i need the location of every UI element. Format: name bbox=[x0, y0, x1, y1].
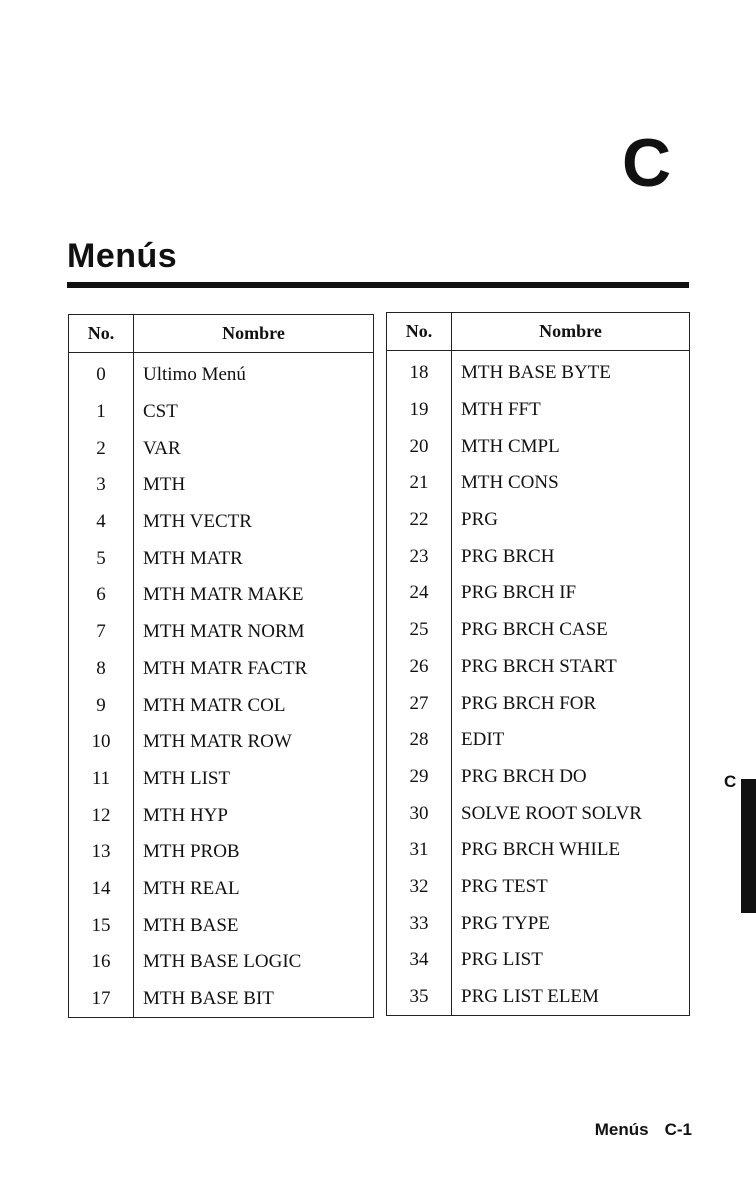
menu-name: PRG bbox=[461, 509, 498, 531]
menu-number: 27 bbox=[387, 685, 452, 722]
chapter-letter: C bbox=[622, 125, 672, 201]
menu-number: 26 bbox=[387, 649, 452, 686]
menu-name: PRG BRCH IF bbox=[461, 582, 577, 604]
table-row bbox=[387, 905, 690, 942]
menu-name: MTH BASE bbox=[143, 914, 239, 936]
menu-name: CST bbox=[143, 401, 178, 423]
menu-number: 18 bbox=[387, 351, 452, 392]
table-row bbox=[69, 504, 374, 541]
menu-number: 8 bbox=[69, 651, 134, 688]
table-row bbox=[69, 724, 374, 761]
table-row bbox=[69, 651, 374, 688]
table-row bbox=[387, 649, 690, 686]
table-header-row bbox=[387, 313, 690, 351]
menu-name: MTH CONS bbox=[461, 472, 559, 494]
table-row bbox=[69, 430, 374, 467]
table-row bbox=[69, 907, 374, 944]
menu-table-right bbox=[386, 312, 690, 1016]
table-row bbox=[387, 795, 690, 832]
menu-number: 0 bbox=[69, 353, 134, 394]
menu-number: 29 bbox=[387, 759, 452, 796]
menu-number: 6 bbox=[69, 577, 134, 614]
menu-number: 14 bbox=[69, 871, 134, 908]
menu-number: 11 bbox=[69, 761, 134, 798]
menu-name: PRG BRCH FOR bbox=[461, 692, 597, 714]
menu-number: 24 bbox=[387, 575, 452, 612]
menu-number: 7 bbox=[69, 614, 134, 651]
menu-name: MTH MATR NORM bbox=[143, 621, 305, 643]
menu-name: EDIT bbox=[461, 729, 505, 751]
table-row bbox=[387, 465, 690, 502]
table-row bbox=[387, 538, 690, 575]
menu-number: 2 bbox=[69, 430, 134, 467]
menu-number: 23 bbox=[387, 538, 452, 575]
menu-name: MTH MATR MAKE bbox=[143, 584, 304, 606]
menu-name: PRG TYPE bbox=[461, 912, 550, 934]
table-row bbox=[69, 467, 374, 504]
table-row bbox=[387, 612, 690, 649]
menu-name: MTH REAL bbox=[143, 877, 240, 899]
menu-name: MTH HYP bbox=[143, 804, 228, 826]
thumb-tab-letter: C bbox=[724, 772, 737, 791]
menu-name: PRG BRCH bbox=[461, 545, 555, 567]
menu-name: PRG TEST bbox=[461, 875, 548, 897]
table-row bbox=[69, 761, 374, 798]
table-row bbox=[387, 685, 690, 722]
menu-number: 21 bbox=[387, 465, 452, 502]
menu-number: 20 bbox=[387, 428, 452, 465]
column-header-no: No. bbox=[69, 315, 134, 353]
menu-number: 5 bbox=[69, 540, 134, 577]
menu-number: 3 bbox=[69, 467, 134, 504]
table-row bbox=[69, 540, 374, 577]
menu-name: MTH BASE LOGIC bbox=[143, 951, 302, 973]
table-row bbox=[387, 979, 690, 1016]
menu-number: 17 bbox=[69, 981, 134, 1018]
menu-name: MTH PROB bbox=[143, 841, 240, 863]
menu-number: 34 bbox=[387, 942, 452, 979]
table-row bbox=[387, 722, 690, 759]
menu-name: PRG BRCH DO bbox=[461, 765, 587, 787]
menu-number: 31 bbox=[387, 832, 452, 869]
menu-number: 30 bbox=[387, 795, 452, 832]
menu-name: MTH BASE BYTE bbox=[461, 362, 611, 384]
menu-name: MTH MATR COL bbox=[143, 694, 286, 716]
table-row bbox=[387, 759, 690, 796]
menu-name: PRG BRCH START bbox=[461, 655, 617, 677]
menu-name: SOLVE ROOT SOLVR bbox=[461, 802, 642, 824]
menu-number: 10 bbox=[69, 724, 134, 761]
column-header-name: Nombre bbox=[134, 315, 374, 353]
menu-name: PRG BRCH CASE bbox=[461, 619, 608, 641]
page-footer bbox=[560, 1120, 692, 1140]
table-row bbox=[69, 871, 374, 908]
table-row bbox=[69, 981, 374, 1018]
menu-number: 32 bbox=[387, 869, 452, 906]
table-row bbox=[69, 394, 374, 431]
footer-section: Menús bbox=[594, 1120, 649, 1139]
menu-number: 25 bbox=[387, 612, 452, 649]
menu-name: PRG LIST bbox=[461, 949, 543, 971]
thumb-tab bbox=[741, 779, 756, 913]
table-row bbox=[69, 797, 374, 834]
table-header-row bbox=[69, 315, 374, 353]
page-title: Menús bbox=[67, 237, 178, 275]
menu-number: 1 bbox=[69, 394, 134, 431]
footer-page-number: C-1 bbox=[664, 1120, 692, 1139]
menu-name: MTH BASE BIT bbox=[143, 988, 274, 1010]
table-row bbox=[69, 577, 374, 614]
menu-number: 22 bbox=[387, 502, 452, 539]
menu-name: MTH MATR bbox=[143, 547, 243, 569]
menu-number: 35 bbox=[387, 979, 452, 1016]
menu-number: 33 bbox=[387, 905, 452, 942]
menu-name: MTH VECTR bbox=[143, 511, 252, 533]
table-row bbox=[387, 869, 690, 906]
menu-name: MTH LIST bbox=[143, 767, 231, 789]
menu-table-left bbox=[68, 314, 374, 1018]
menu-name: VAR bbox=[143, 437, 181, 459]
menu-number: 9 bbox=[69, 687, 134, 724]
table-row bbox=[69, 834, 374, 871]
table-row bbox=[387, 502, 690, 539]
column-header-no: No. bbox=[387, 313, 452, 351]
table-row bbox=[387, 575, 690, 612]
column-header-name: Nombre bbox=[452, 313, 690, 351]
table-row bbox=[69, 614, 374, 651]
menu-name: MTH FFT bbox=[461, 399, 541, 421]
table-row bbox=[387, 832, 690, 869]
table-row bbox=[387, 392, 690, 429]
table-row bbox=[387, 428, 690, 465]
table-row bbox=[69, 944, 374, 981]
table-row bbox=[69, 353, 374, 394]
menu-number: 19 bbox=[387, 392, 452, 429]
menu-name: PRG BRCH WHILE bbox=[461, 839, 621, 861]
menu-name: MTH CMPL bbox=[461, 435, 560, 457]
table-row bbox=[387, 351, 690, 392]
menu-number: 16 bbox=[69, 944, 134, 981]
title-rule bbox=[67, 282, 689, 288]
table-row bbox=[69, 687, 374, 724]
table-row bbox=[387, 942, 690, 979]
menu-number: 4 bbox=[69, 504, 134, 541]
menu-name: PRG LIST ELEM bbox=[461, 986, 599, 1008]
menu-number: 13 bbox=[69, 834, 134, 871]
menu-number: 15 bbox=[69, 907, 134, 944]
menu-name: Ultimo Menú bbox=[143, 364, 246, 386]
menu-number: 12 bbox=[69, 797, 134, 834]
menu-name: MTH MATR FACTR bbox=[143, 657, 308, 679]
menu-name: MTH bbox=[143, 474, 186, 496]
menu-number: 28 bbox=[387, 722, 452, 759]
menu-name: MTH MATR ROW bbox=[143, 731, 292, 753]
